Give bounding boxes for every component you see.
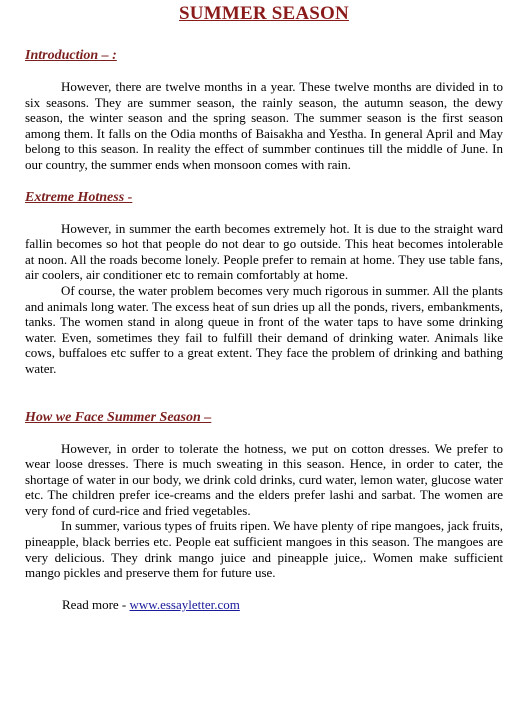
section-heading-extreme-hotness: Extreme Hotness - (25, 189, 133, 205)
read-more-label: Read more - (62, 596, 130, 612)
face-summer-paragraph-2: In summer, various types of fruits ripen. We have plenty of ripe mangoes, jack fruits, pineapple, black berries etc. People eat sufficient mangoes in this season. The mangoes are very delicious. They drink mango juice and pineapple juice,. Women make sufficient mango pickles and preserve them for future use. (25, 518, 503, 581)
introduction-paragraph: However, there are twelve months in a year. These twelve months are divided in to six seasons. They are summer season, the rainly season, the autumn season, the dewy season, the winter season and the spring season. The summer season is the first season among them. It falls on the Odia months of Baisakha and Yestha. In general April and May belong to this season. In reality the effect of summber continues till the middle of June. In our country, the summer ends when monsoon comes with rain. (25, 79, 503, 172)
essayletter-link[interactable]: www.essayletter.com (129, 596, 240, 612)
read-more-line (25, 597, 503, 613)
section-heading-face-summer: How we Face Summer Season – (25, 409, 212, 425)
face-summer-paragraph-1: However, in order to tolerate the hotness, we put on cotton dresses. We prefer to wear loose dresses. There is much sweating in this season. Hence, in order to cater, the shortage of water in our body, we drink cold drinks, curd water, lemon water, glucose water etc. The children prefer ice-creams and the elders prefer lashi and sarbat. The women are very fond of curd-rice and fried vegetables. (25, 440, 503, 518)
section-heading-introduction: Introduction – : (25, 48, 117, 63)
extreme-hotness-paragraph-1: However, in summer the earth becomes extremely hot. It is due to the straight ward fallin becomes so hot that people do not dear to go outside. This heat becomes intolerable at noon. All the roads become lonely. People prefer to remain at home. They use table fans, air coolers, air conditioner etc to remain comfortably at home. (25, 220, 503, 283)
document-page (25, 0, 503, 613)
page-title: SUMMER SEASON (179, 3, 349, 24)
extreme-hotness-paragraph-2: Of course, the water problem becomes very much rigorous in summer. All the plants and animals long water. The excess heat of sun dries up all the ponds, rivers, embankments, tanks. The women stand in along queue in front of the water taps to have some drinking water. Even, sometimes they fail to fulfill their demand of drinking water. Animals like cows, buffaloes etc suffer to a great extent. They face the problem of drinking and bathing water. (25, 282, 503, 376)
